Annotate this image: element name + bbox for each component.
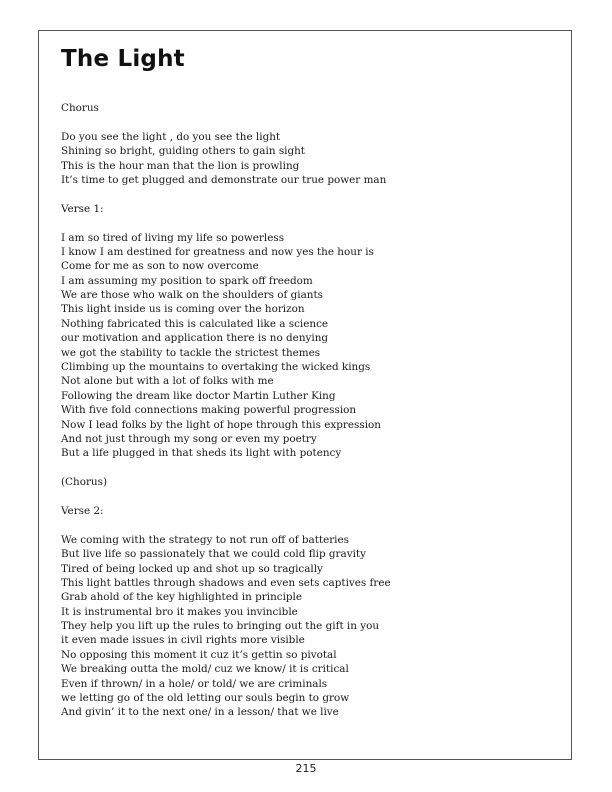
lyric-line: Verse 2:: [61, 504, 104, 517]
lyric-line: our motivation and application there is no denying: [61, 332, 329, 345]
lyric-line: we letting go of the old letting our souls begin to grow: [61, 692, 350, 705]
lyric-line: Nothing fabricated this is calculated like a science: [61, 317, 329, 330]
blank-line: [61, 461, 561, 475]
lyrics-body: [61, 101, 561, 720]
lyric-line: We breaking outta the mold/ cuz we know/ it is critical: [61, 663, 349, 676]
blank-line: [61, 490, 561, 504]
lyric-line: It is instrumental bro it makes you invincible: [61, 605, 298, 618]
lyric-line: Now I lead folks by the light of hope through this expression: [61, 418, 381, 431]
lyric-line: It’s time to get plugged and demonstrate our true power man: [61, 173, 387, 186]
lyric-line: Tired of being locked up and shot up so tragically: [61, 562, 323, 575]
lyric-line: But a life plugged in that sheds its light with potency: [61, 447, 342, 460]
blank-line: [61, 518, 561, 532]
blank-line: [61, 115, 561, 129]
lyric-line: And givin’ it to the next one/ in a lesson/ that we live: [61, 706, 339, 719]
lyric-line: I am assuming my position to spark off freedom: [61, 274, 313, 287]
lyric-line: I am so tired of living my life so powerless: [61, 231, 285, 244]
blank-line: [61, 216, 561, 230]
lyric-line: This is the hour man that the lion is prowling: [61, 159, 300, 172]
lyric-line: Chorus: [61, 102, 99, 114]
lyric-line: Grab ahold of the key highlighted in principle: [61, 591, 303, 604]
lyric-line: We are those who walk on the shoulders of giants: [61, 289, 324, 302]
lyric-line: This light battles through shadows and even sets captives free: [61, 576, 391, 589]
page-number: 215: [295, 762, 317, 775]
lyric-line: They help you lift up the rules to bringing out the gift in you: [61, 620, 380, 633]
lyric-line: And not just through my song or even my poetry: [61, 432, 317, 445]
lyric-line: With five fold connections making powerful progression: [61, 404, 357, 417]
lyric-line: Following the dream like doctor Martin Luther King: [61, 389, 336, 402]
lyric-line: Do you see the light , do you see the light: [61, 130, 281, 143]
lyric-line: (Chorus): [61, 476, 107, 489]
lyric-line: Even if thrown/ in a hole/ or told/ we are criminals: [61, 677, 328, 690]
page-title: The Light: [61, 46, 185, 72]
lyric-line: This light inside us is coming over the horizon: [61, 303, 305, 316]
lyric-line: No opposing this moment it cuz it’s gettin so pivotal: [61, 648, 337, 661]
lyric-line: We coming with the strategy to not run off of batteries: [61, 533, 349, 546]
lyric-line: Come for me as son to now overcome: [61, 260, 259, 273]
lyric-line: we got the stability to tackle the strictest themes: [61, 346, 321, 359]
lyric-line: Verse 1:: [61, 202, 104, 215]
lyric-line: Not alone but with a lot of folks with me: [61, 375, 274, 388]
blank-line: [61, 187, 561, 201]
lyric-line: I know I am destined for greatness and now yes the hour is: [61, 245, 374, 258]
lyric-line: Shining so bright, guiding others to gain sight: [61, 145, 305, 158]
lyric-line: Climbing up the mountains to overtaking the wicked kings: [61, 361, 371, 374]
lyric-line: But live life so passionately that we could cold flip gravity: [61, 548, 366, 561]
lyric-line: it even made issues in civil rights more visible: [61, 634, 305, 647]
